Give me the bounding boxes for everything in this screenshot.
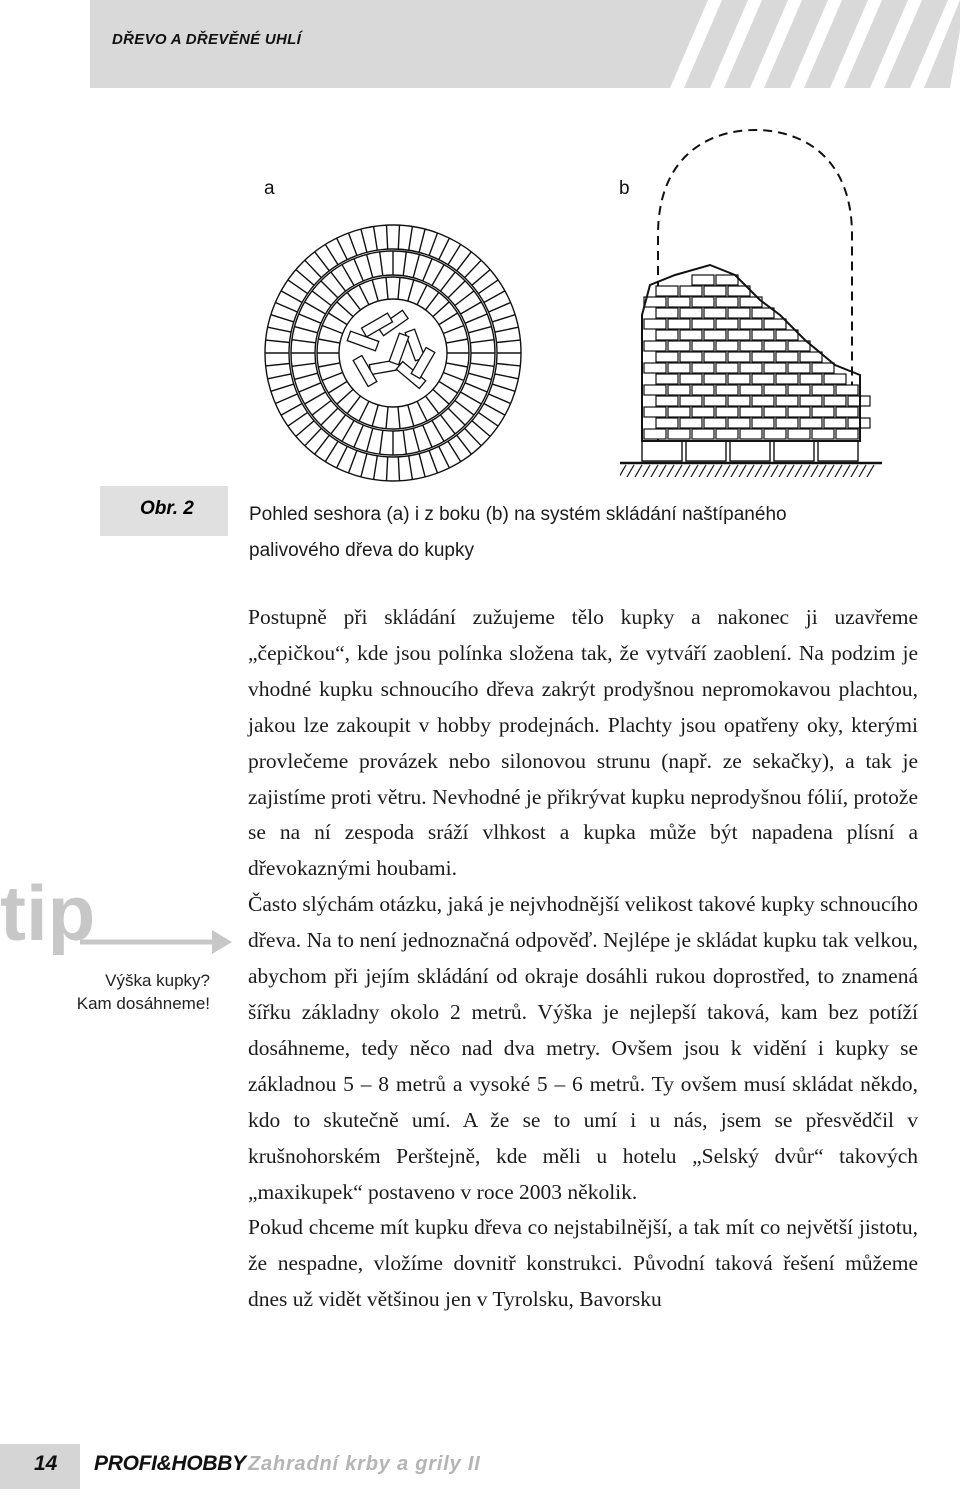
caption-line: Pohled seshora (a) i z boku (b) na systém skládání naštípaného bbox=[249, 504, 787, 525]
section-title: DŘEVO A DŘEVĚNÉ UHLÍ bbox=[112, 31, 302, 48]
tip-arrow-logo bbox=[0, 880, 240, 955]
page-number: 14 bbox=[34, 1452, 58, 1475]
page-header bbox=[90, 0, 960, 88]
publication-title: Zahradní krby a grily II bbox=[248, 1453, 481, 1475]
tip-logo-text: tip bbox=[0, 880, 96, 955]
paragraph: Často slýchám otázku, jaká je nejvhodnější velikost takové kupky schnoucího dřeva. Na to není jednoznačná odpověď. Nejlépe je skládat kupku tak velkou, abychom při jejím skládání od okraje dosáhli rukou doprostřed, to znamená šířku základny okolo 2 metrů. Výška je nejlepší taková, kam bez potíží dosáhneme, tedy něco nad dva metry. Ovšem jsou k vidění i kupky se základnou 5 – 8 metrů a vysoké 5 – 6 metrů. Ty ovšem musí skládat někdo, kdo to skutečně umí. A že se to umí i u nás, jsem se přesvědčil v krušnohorském Perštejně, kde měli u hotelu „Selský dvůr“ takových „maxikupek“ postaveno v roce 2003 několik. bbox=[248, 892, 918, 1204]
figure-number-box bbox=[100, 486, 228, 536]
header-stripes-decoration bbox=[650, 0, 960, 88]
figure-caption bbox=[249, 497, 889, 569]
tip-note bbox=[40, 969, 210, 1015]
caption-line: palivového dřeva do kupky bbox=[249, 540, 474, 561]
article-body bbox=[248, 600, 918, 1318]
tip-line: Kam dosáhneme! bbox=[76, 994, 210, 1013]
figure-label-b: b bbox=[619, 178, 630, 199]
woodpile-side-view-illustration bbox=[620, 125, 890, 480]
figure-number: Obr. 2 bbox=[140, 498, 194, 519]
figure-label-a: a bbox=[264, 178, 275, 199]
tip-line: Výška kupky? bbox=[105, 971, 210, 990]
woodpile-top-view-illustration bbox=[262, 222, 524, 484]
page-footer bbox=[0, 1444, 960, 1489]
paragraph: Pokud chceme mít kupku dřeva co nejstabilnější, a tak mít co největší jistotu, že nespadne, vložíme dovnitř konstrukci. Původní taková řešení můžeme dnes už vidět většinou jen v Tyrolsku, Bavorsku bbox=[248, 1215, 918, 1312]
brand-logo: PROFI&HOBBY bbox=[94, 1452, 246, 1475]
page-number-box bbox=[0, 1444, 80, 1489]
paragraph: Postupně při skládání zužujeme tělo kupky a nakonec ji uzavřeme „čepičkou“, kde jsou polínka složena tak, že vytváří zaoblení. Na podzim je vhodné kupku schnoucího dřeva zakrýt prodyšnou nepromokavou plachtou, jakou lze zakoupit v hobby prodejnách. Plachty jsou opatřeny oky, kterými provlečeme provázek nebo silonovou strunu (např. ze sekačky), a tak je zajistíme proti větru. Nevhodné je přikrývat kupku neprodyšnou fólií, protože se na ní zespoda sráží vlhkost a kupka může být napadena plísní a dřevokaznými houbami. bbox=[248, 605, 918, 881]
